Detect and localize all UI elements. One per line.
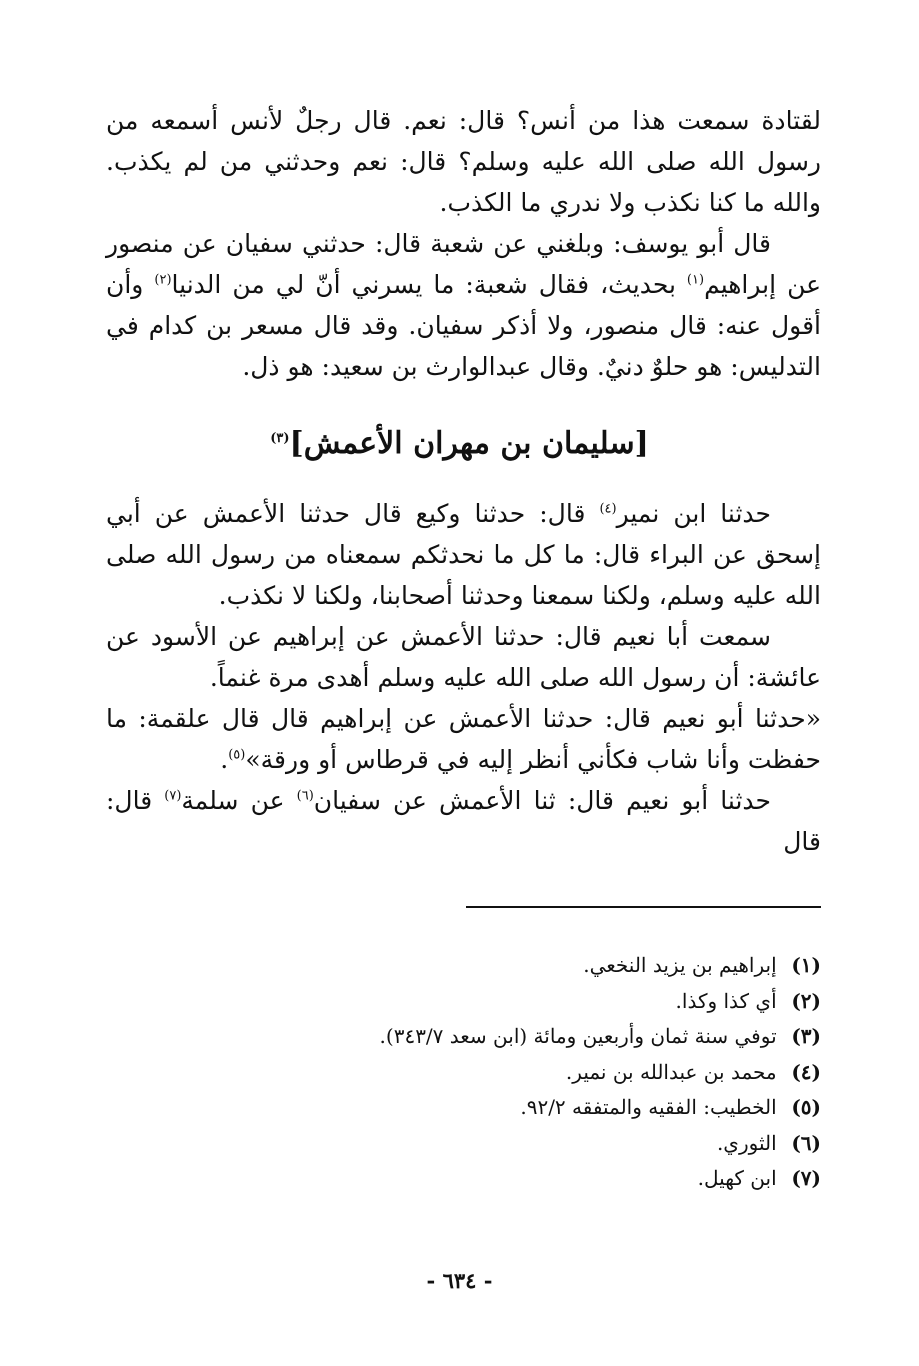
paragraph-abu-nuaym-1: سمعت أبا نعيم قال: حدثنا الأعمش عن إبراهيم عن الأسود عن عائشة: أن رسول الله صلى الله عليه وسلم أهدى مرة غنماً. bbox=[106, 622, 821, 692]
paragraph-quotation bbox=[106, 698, 821, 780]
section-heading bbox=[0, 426, 919, 461]
footnote-ref-3: (٣) bbox=[270, 431, 290, 446]
paragraph-abu-nuaym-2 bbox=[106, 780, 821, 862]
text-segment: عن سلمة bbox=[181, 786, 297, 815]
text-segment: قال أبو يوسف: وبلغني عن شعبة قال: حدثني سفيان عن منصور عن إبراهيم bbox=[106, 229, 822, 299]
footnote-ref-6: (٦) bbox=[296, 788, 314, 804]
text-segment: قال: قال bbox=[106, 786, 821, 856]
text-segment: وأن أقول عنه: قال منصور، ولا أذكر سفيان. وقد قال مسعر بن كدام في التدليس: هو حلوٌ دنيٌ. وقال عبدالوارث بن سعيد: هو ذل. bbox=[106, 270, 821, 381]
top-text-block bbox=[106, 100, 821, 387]
footnote-item bbox=[106, 948, 821, 984]
paragraph-qatada: لقتادة سمعت هذا من أنس؟ قال: نعم. قال رجلٌ لأنس أسمعه من رسول الله صلى الله عليه وسلم؟ قال: نعم وحدثني من لم يكذب. والله ما كنا نكذب ولا ندري ما الكذب. bbox=[106, 106, 822, 217]
footnote-number: (٢) bbox=[791, 988, 821, 1013]
footnote-number: (٧) bbox=[791, 1166, 821, 1190]
text-segment: «حدثنا أبو نعيم قال: حدثنا الأعمش عن إبراهيم قال قال علقمة: ما حفظت وأنا شاب فكأني أنظر إليه في قرطاس أو ورقة» bbox=[106, 704, 821, 774]
footnote-text: الخطيب: الفقيه والمتفقه ٩٢/٢. bbox=[520, 1095, 777, 1119]
footnote-ref-2: (٢) bbox=[154, 272, 172, 288]
footnote-ref-4: (٤) bbox=[599, 501, 617, 517]
text-segment: بحديث، فقال شعبة: ما يسرني أنّ لي من الدنيا bbox=[171, 270, 687, 299]
main-text-block bbox=[106, 493, 821, 862]
footnote-item bbox=[106, 1090, 821, 1126]
footnote-text: محمد بن عبدالله بن نمير. bbox=[565, 1059, 777, 1084]
footnote-number: (٥) bbox=[791, 1095, 821, 1119]
footnote-item bbox=[106, 1019, 821, 1055]
footnote-divider bbox=[466, 906, 821, 908]
footnote-text: ابن كهيل. bbox=[697, 1166, 777, 1190]
text-segment: قال: حدثنا وكيع قال حدثنا الأعمش عن أبي إسحق عن البراء قال: ما كل ما نحدثكم سمعناه من رسول الله صلى الله عليه وسلم، ولكنا سمعنا وحدثنا أصحابنا، ولكنا لا نكذب. bbox=[106, 499, 821, 610]
footnote-number: (١) bbox=[791, 953, 821, 977]
footnote-number: (٣) bbox=[791, 1024, 821, 1048]
footnote-item bbox=[106, 1126, 821, 1162]
footnotes-list bbox=[106, 948, 821, 1197]
section-heading-text: [سليمان بن مهران الأعمش] bbox=[289, 426, 649, 461]
footnote-text: الثوري. bbox=[716, 1130, 777, 1155]
paragraph-abu-yusuf bbox=[106, 223, 821, 387]
footnote-text: إبراهيم بن يزيد النخعي. bbox=[583, 953, 777, 977]
paragraph-ibn-numayr bbox=[106, 493, 821, 616]
footnote-text: أي كذا وكذا. bbox=[675, 988, 777, 1013]
footnote-item bbox=[106, 984, 821, 1020]
footnote-number: (٤) bbox=[791, 1059, 821, 1084]
footnote-ref-1: (١) bbox=[686, 272, 705, 288]
footnote-text: توفي سنة ثمان وأربعين ومائة (ابن سعد ٣٤٣/٧). bbox=[379, 1024, 777, 1048]
text-segment: حدثنا ابن نمير bbox=[616, 499, 772, 528]
footnote-item bbox=[106, 1055, 821, 1091]
text-segment: . bbox=[220, 745, 229, 774]
footnote-ref-5: (٥) bbox=[228, 747, 246, 763]
footnote-ref-7: (٧) bbox=[164, 788, 182, 804]
footnote-number: (٦) bbox=[791, 1130, 821, 1155]
footnote-item bbox=[106, 1161, 821, 1197]
page-number: - ٦٣٤ - bbox=[426, 1268, 493, 1293]
text-segment: حدثنا أبو نعيم قال: ثنا الأعمش عن سفيان bbox=[313, 786, 771, 815]
